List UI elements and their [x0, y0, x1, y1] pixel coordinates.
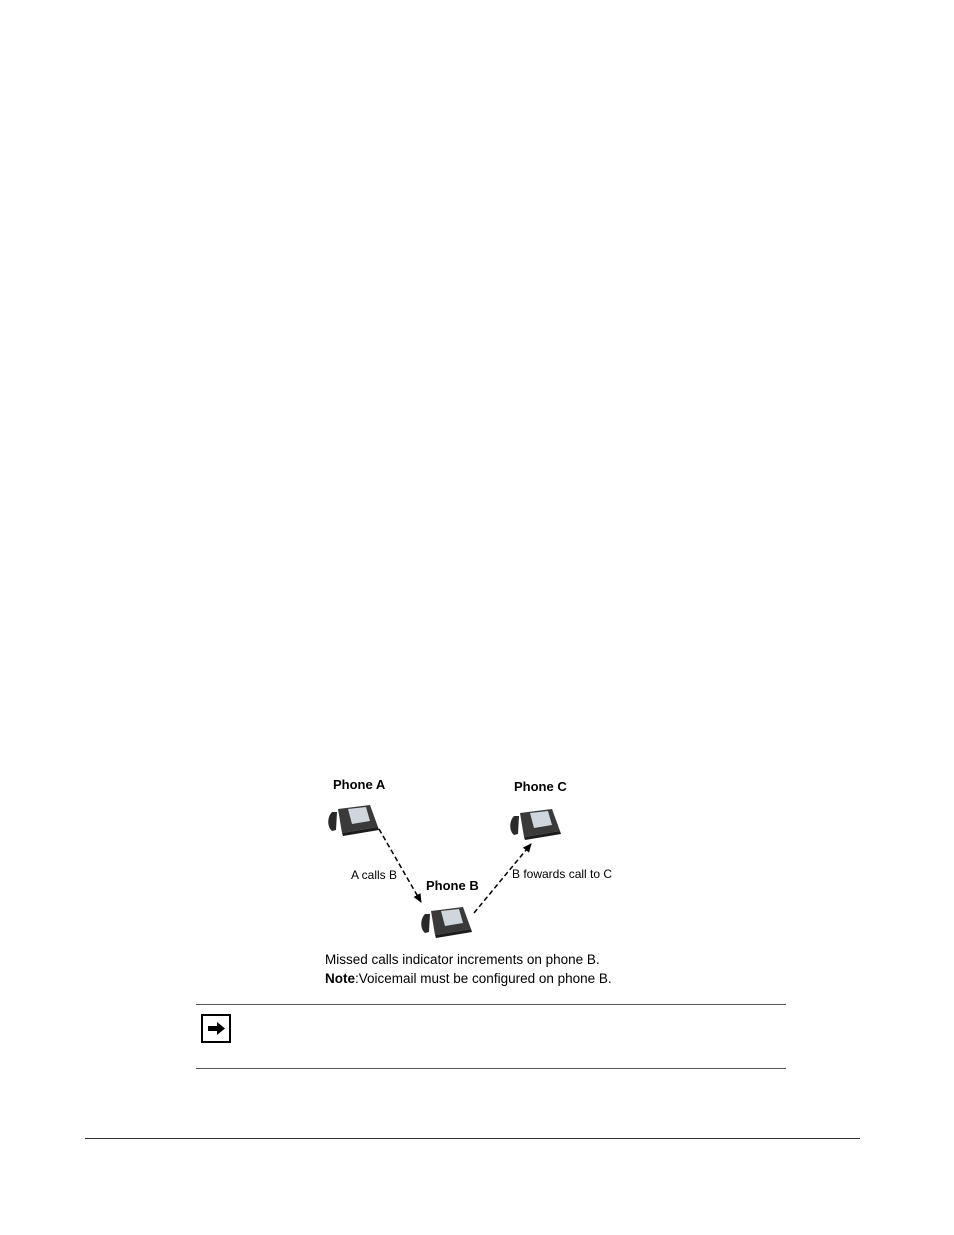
- phone-c-label: Phone C: [514, 779, 567, 794]
- diagram-caption-note: [325, 971, 612, 986]
- note-icon-frame: [201, 1014, 231, 1043]
- footer-rule: [85, 1138, 860, 1139]
- diagram-caption-line1: Missed calls indicator increments on phone B.: [325, 952, 600, 967]
- note-bottom-rule: [196, 1068, 786, 1069]
- note-top-rule: [196, 1004, 786, 1005]
- right-arrow-icon: [203, 1016, 229, 1041]
- phone-a-label: Phone A: [333, 777, 386, 792]
- arrow-ab-label: A calls B: [351, 868, 398, 882]
- arrow-bc-label: B fowards call to C: [512, 867, 613, 881]
- note-text: :Voicemail must be configured on phone B.: [355, 971, 612, 986]
- arrow-a-to-b: [379, 829, 421, 902]
- note-label: Note: [325, 971, 355, 986]
- phone-b-label: Phone B: [426, 878, 479, 893]
